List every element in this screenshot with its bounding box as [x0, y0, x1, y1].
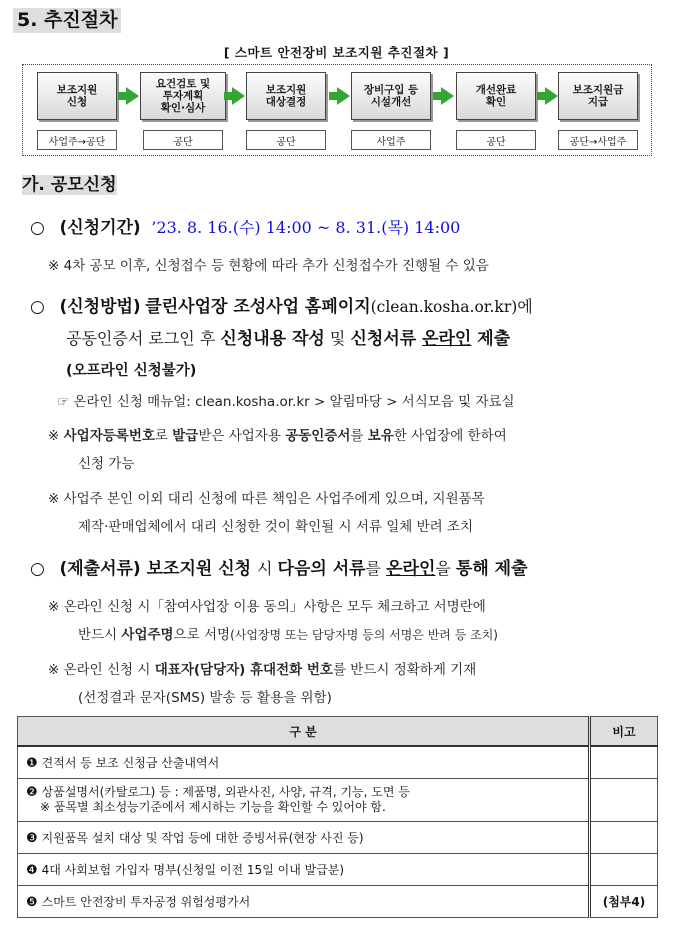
table-header-row [18, 717, 658, 747]
number-icon: ❷ [26, 785, 38, 800]
method-note1-cont: 신청 가능 [78, 456, 135, 472]
table-row: ❸ 지원품목 설치 대상 및 작업 등에 대한 증빙서류(현장 사진 등) [18, 822, 658, 854]
table-header: 비고 [590, 717, 658, 747]
flow-step: 개선완료 확인 [456, 72, 536, 120]
flow-actor: 공단 [246, 130, 326, 150]
method-line2: 공동인증서 로그인 후 신청내용 작성 및 신청서류 온라인 제출 [66, 329, 511, 349]
period-note: ※ 4차 공모 이후, 신청접수 등 현황에 따라 추가 신청접수가 진행될 수 있음 [48, 258, 489, 274]
flow-arrow-icon [337, 87, 350, 105]
docs-note1: ※ 온라인 신청 시「참여사업장 이용 동의」사항은 모두 체크하고 서명란에 [48, 599, 486, 615]
method-note2: ※ 사업주 본인 이외 대리 신청에 따른 책임은 사업주에게 있으며, 지원품목 [48, 491, 485, 507]
flow-arrow-icon [232, 87, 245, 105]
flow-step: 보조지원 대상결정 [246, 72, 326, 120]
docs-note2-cont: (선정결과 문자(SMS) 발송 등 활용을 위함) [78, 690, 332, 706]
table-header: 구 분 [18, 717, 590, 747]
flow-step: 보조지원 신청 [37, 72, 117, 120]
method-line3: (오프라인 신청불가) [66, 363, 197, 379]
docs-note1-cont: 반드시 사업주명으로 서명(사업장명 또는 담당자명 등의 서명은 반려 등 조치) [78, 627, 498, 643]
flow-actor: 공단→사업주 [558, 130, 638, 150]
number-icon: ❹ [26, 863, 38, 878]
flow-caption: [ 스마트 안전장비 보조지원 추진절차 ] [223, 45, 450, 60]
flow-actor: 사업주 [351, 130, 431, 150]
number-icon: ❶ [26, 756, 38, 771]
flow-step: 요건검토 및 투자계획 확인·심사 [140, 72, 226, 120]
method-note1: ※ 사업자등록번호로 발급받은 사업자용 공동인증서를 보유한 사업장에 한하여 [48, 428, 507, 444]
section-title: 5. 추진절차 [13, 8, 121, 33]
table-row: ❷ 상품설명서(카탈로그) 등 : 제품명, 외관사진, 사양, 규격, 기능, 도면 등 ※ 품목별 최소성능기준에서 제시하는 기능을 확인할 수 있어야 함. [18, 779, 658, 822]
number-icon: ❸ [26, 831, 38, 846]
flow-arrow-icon [126, 87, 139, 105]
manual-link: ☞ 온라인 신청 매뉴얼: clean.kosha.or.kr > 알림마당 > 서식모음 및 자료실 [57, 394, 515, 410]
documents-table [17, 716, 658, 918]
docs-note2: ※ 온라인 신청 시 대표자(담당자) 휴대전화 번호를 반드시 정확하게 기재 [48, 662, 477, 678]
subsection-title: 가. 공모신청 [22, 175, 117, 195]
flow-step: 보조지원금 지급 [558, 72, 638, 120]
table-row: ❹ 4대 사회보험 가입자 명부(신청일 이전 15일 이내 발급분) [18, 854, 658, 886]
period-line: ○ (신청기간) ’23. 8. 16.(수) 14:00 ~ 8. 31.(목) 14:00 [30, 218, 461, 238]
table-row: ❺ 스마트 안전장비 투자공정 위험성평가서 (첨부4) [18, 886, 658, 918]
table-row: ❶ 견적서 등 보조 신청금 산출내역서 [18, 746, 658, 779]
docs-line: ○ (제출서류) 보조지원 신청 시 다음의 서류를 온라인을 통해 제출 [30, 559, 528, 579]
flow-arrow-icon [441, 87, 454, 105]
flow-actor: 공단 [143, 130, 223, 150]
flow-actor: 사업주→공단 [37, 130, 117, 150]
method-line1: ○ (신청방법) 클린사업장 조성사업 홈페이지(clean.kosha.or.kr)에 [30, 297, 533, 317]
flow-step: 장비구입 등 시설개선 [351, 72, 431, 120]
flow-actor: 공단 [456, 130, 536, 150]
number-icon: ❺ [26, 895, 38, 910]
flow-arrow-icon [545, 87, 558, 105]
method-note2-cont: 제작·판매업체에서 대리 신청한 것이 확인될 시 서류 일체 반려 조치 [78, 519, 474, 535]
